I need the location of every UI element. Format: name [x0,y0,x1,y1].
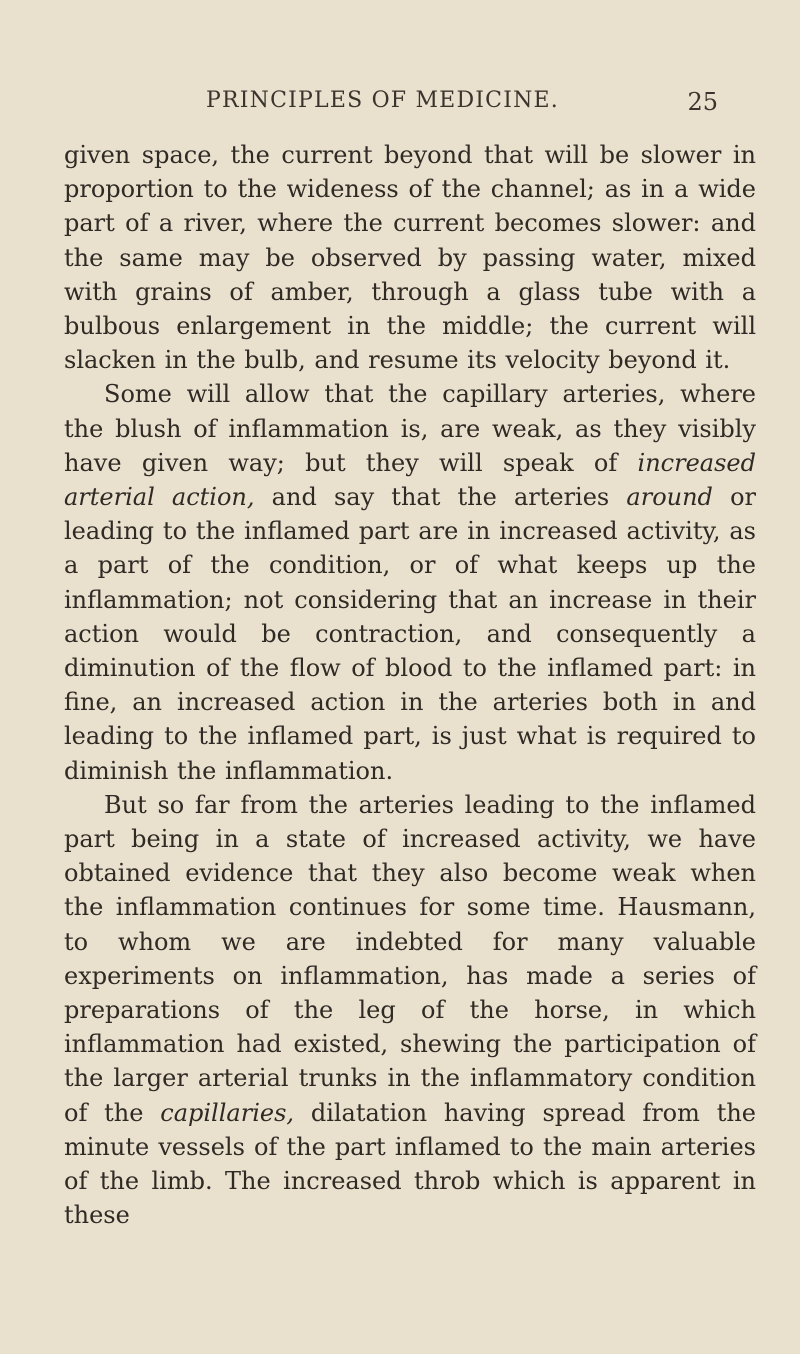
paragraph-1 [64,138,756,377]
running-head [64,88,752,120]
page-number: 25 [687,88,718,116]
paragraph-3-text-a: But so far from the arteries leading to the inflamed part being in a state of increased activity, we have obtained evidence that they also become weak when the inflammation continues for some time. Hausmann, to whom we are indebted for many valuable experiments on inflammation, has made a series of preparations of the leg of the horse, in which inflammation had existed, shewing the participation of the larger arterial trunks in the inflammatory condition of the [64,790,756,1127]
running-head-title: PRINCIPLES OF MEDICINE. [206,88,560,113]
paragraph-2-italic-b: around [626,483,713,512]
paragraph-3-italic-a: capillaries, [160,1098,295,1127]
paragraph-3-text-b: dilatation having spread from the minute vessels of the part inflamed to the main arteries of the limb. The increased throb which is apparent in these [64,1098,756,1230]
paragraph-2 [64,377,756,787]
body-text [64,138,756,1233]
paragraph-2-italic-a: increased arterial action, [64,448,756,512]
paragraph-2-text-b: and say that the arteries [254,483,627,512]
paragraph-2-text-a: Some will allow that the capillary arteries, where the blush of inflammation is, are weak, as they visibly have given way; but they will speak of [64,380,756,477]
paragraph-2-text-c: or leading to the inflamed part are in increased activity, as a part of the condition, or of what keeps up the inflammation; not considering that an increase in their action would be contraction, and consequently a diminution of the flow of blood to the inflamed part: in fine, an increased action in the arteries both in and leading to the inflamed part, is just what is required to diminish the inflammation. [64,483,756,785]
paragraph-1-text: given space, the current beyond that will be slower in proportion to the wideness of the channel; as in a wide part of a river, where the current becomes slower: and the same may be observed by passing water, mixed with grains of amber, through a glass tube with a bulbous enlargement in the middle; the current will slacken in the bulb, and resume its velocity beyond it. [64,141,756,375]
paragraph-3 [64,788,756,1233]
